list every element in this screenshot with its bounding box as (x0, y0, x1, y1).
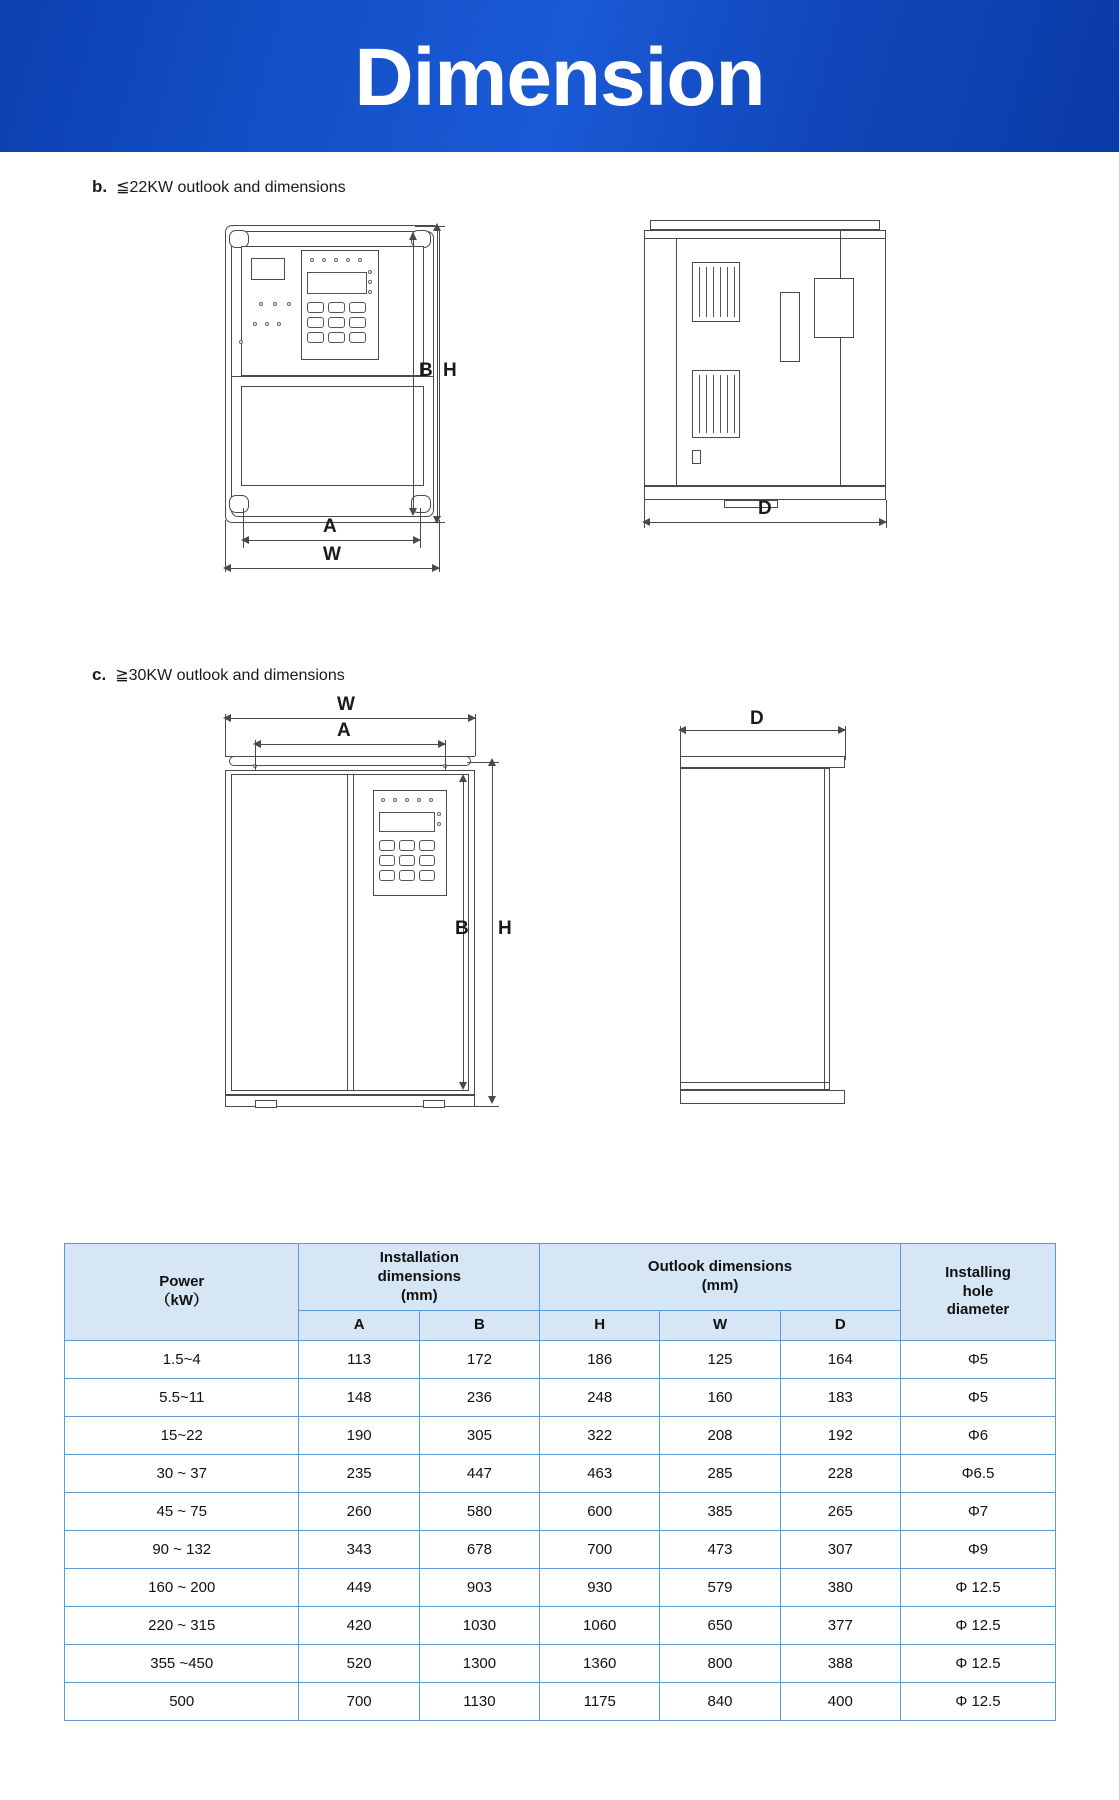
keypad-button[interactable] (379, 855, 395, 866)
dim-ext-D-right (845, 726, 846, 760)
mounting-ear-bottom-left (229, 495, 249, 513)
dim-line-A-horizontal (255, 744, 445, 745)
cell-h: 700 (540, 1531, 660, 1569)
side-body-top-line (644, 238, 886, 239)
section-caption-b (92, 177, 346, 197)
cell-hole: Φ5 (900, 1379, 1055, 1417)
keypad-button[interactable] (399, 840, 415, 851)
vent-slot (727, 267, 728, 317)
dim-arrow-B-top (459, 774, 467, 782)
dim-arrow-D-right (879, 518, 887, 526)
panel-screw (265, 322, 269, 326)
dim-ext-W-left (225, 714, 226, 756)
keypad-display (307, 272, 367, 294)
cell-w: 800 (660, 1645, 780, 1683)
keypad-button[interactable] (328, 332, 345, 343)
dim-line-B-vertical (413, 234, 414, 514)
table-row (65, 1417, 1056, 1455)
led-indicator (334, 258, 338, 262)
cell-d: 388 (780, 1645, 900, 1683)
cell-w: 125 (660, 1341, 780, 1379)
cell-h: 930 (540, 1569, 660, 1607)
table-header-installation-line1: Installation (379, 1249, 459, 1266)
table-row (65, 1607, 1056, 1645)
led-indicator (393, 798, 397, 802)
cell-power: 500 (65, 1683, 299, 1721)
panel-screw (277, 322, 281, 326)
cell-d: 307 (780, 1531, 900, 1569)
cell-a: 148 (299, 1379, 419, 1417)
dim-arrow-H-top (433, 223, 441, 231)
page-banner (0, 0, 1119, 152)
body-split-line (231, 376, 434, 377)
cell-power: 220 ~ 315 (65, 1607, 299, 1645)
keypad-button[interactable] (399, 855, 415, 866)
table-header-a: A (299, 1311, 419, 1341)
cell-h: 186 (540, 1341, 660, 1379)
dim-ext-D-left (680, 726, 681, 760)
cell-b: 172 (419, 1341, 539, 1379)
terminal-cover-area (241, 386, 424, 486)
table-header-d: D (780, 1311, 900, 1341)
table-row (65, 1645, 1056, 1683)
table-row (65, 1683, 1056, 1721)
keypad-button[interactable] (349, 332, 366, 343)
vent-slot (699, 267, 700, 317)
nameplate-window (251, 258, 285, 280)
keypad-button[interactable] (307, 302, 324, 313)
keypad-display (379, 812, 435, 832)
cell-b: 1130 (419, 1683, 539, 1721)
table-header-hole-diameter (900, 1244, 1055, 1341)
dim-arrow-W-right (432, 564, 440, 572)
dim-label-W: W (323, 544, 341, 565)
table-row (65, 1531, 1056, 1569)
cabinet-door-divider (347, 774, 348, 1091)
led-indicator-side (368, 280, 372, 284)
cell-h: 600 (540, 1493, 660, 1531)
dim-label-D: D (750, 708, 764, 729)
side-cabinet-base (680, 1090, 845, 1104)
table-header-hole-line1: Installing (945, 1263, 1011, 1281)
cell-b: 1300 (419, 1645, 539, 1683)
table-header-power (65, 1244, 299, 1341)
dim-label-A: A (337, 720, 351, 741)
led-indicator (405, 798, 409, 802)
cell-power: 15~22 (65, 1417, 299, 1455)
keypad-button[interactable] (349, 317, 366, 328)
dim-line-W-horizontal (225, 568, 439, 569)
keypad-button[interactable] (419, 840, 435, 851)
cell-w: 160 (660, 1379, 780, 1417)
cell-h: 1060 (540, 1607, 660, 1645)
table-header-installation (299, 1244, 540, 1311)
dim-line-D-horizontal (680, 730, 845, 731)
cell-hole: Φ5 (900, 1341, 1055, 1379)
keypad-button[interactable] (379, 870, 395, 881)
dim-ext-H-bottom (467, 1106, 499, 1107)
dim-label-W: W (337, 694, 355, 715)
cell-h: 1360 (540, 1645, 660, 1683)
cell-h: 322 (540, 1417, 660, 1455)
dim-label-D: D (758, 498, 772, 519)
dim-ext-H-top (415, 226, 445, 227)
cell-a: 520 (299, 1645, 419, 1683)
table-header-outlook (540, 1244, 901, 1311)
vent-slot (706, 375, 707, 433)
side-cabinet-bottom-line (680, 1082, 830, 1083)
cell-w: 473 (660, 1531, 780, 1569)
cell-b: 236 (419, 1379, 539, 1417)
table-header-h: H (540, 1311, 660, 1341)
keypad-button[interactable] (399, 870, 415, 881)
dim-arrow-B-bottom (409, 508, 417, 516)
cell-a: 113 (299, 1341, 419, 1379)
cell-w: 385 (660, 1493, 780, 1531)
keypad-button[interactable] (419, 855, 435, 866)
dimension-table (64, 1243, 1056, 1721)
section-marker-b: b. (92, 177, 108, 196)
side-top-cap (650, 220, 880, 230)
cell-d: 228 (780, 1455, 900, 1493)
led-indicator (358, 258, 362, 262)
cell-b: 447 (419, 1455, 539, 1493)
dim-label-B: B (419, 360, 433, 381)
table-header-outlook-line1: Outlook dimensions (647, 1258, 793, 1276)
dim-line-H-vertical (437, 226, 438, 522)
table-header-installation-line2: dimensions (377, 1267, 461, 1285)
dim-arrow-A-left (241, 536, 249, 544)
side-cabinet-back-edge (824, 768, 825, 1090)
cell-b: 580 (419, 1493, 539, 1531)
dim-line-H-vertical (492, 762, 493, 1102)
dim-ext-H-top (467, 762, 499, 763)
table-header-power-line1: Power (159, 1273, 205, 1291)
cell-d: 377 (780, 1607, 900, 1645)
dim-line-A-horizontal (243, 540, 420, 541)
keypad-button[interactable] (328, 302, 345, 313)
keypad-button[interactable] (307, 332, 324, 343)
side-top-flange (680, 756, 845, 768)
table-header-installation-line3: (mm) (400, 1286, 438, 1304)
side-connector-mark (692, 450, 701, 464)
cell-w: 650 (660, 1607, 780, 1645)
dim-label-H: H (498, 918, 512, 939)
vent-slot (734, 375, 735, 433)
keypad-button[interactable] (328, 317, 345, 328)
cell-a: 449 (299, 1569, 419, 1607)
table-header-hole-line2: hole (962, 1282, 994, 1300)
cell-hole: Φ 12.5 (900, 1645, 1055, 1683)
dim-arrow-H-bottom (488, 1096, 496, 1104)
page-title: Dimension (354, 32, 765, 123)
table-row (65, 1569, 1056, 1607)
led-indicator-side (368, 270, 372, 274)
cell-a: 700 (299, 1683, 419, 1721)
table-row (65, 1493, 1056, 1531)
panel-screw (239, 340, 243, 344)
dim-arrow-B-top (409, 232, 417, 240)
cell-hole: Φ9 (900, 1531, 1055, 1569)
cell-b: 903 (419, 1569, 539, 1607)
cell-w: 285 (660, 1455, 780, 1493)
dim-arrow-D-left (642, 518, 650, 526)
keypad-button[interactable] (419, 870, 435, 881)
led-indicator (429, 798, 433, 802)
table-header-power-line2: （kW） (155, 1292, 208, 1309)
vent-slot (727, 375, 728, 433)
cell-d: 265 (780, 1493, 900, 1531)
top-flange-bar (229, 756, 471, 766)
drawing-22kw-side-view (640, 220, 910, 560)
led-indicator-side (437, 812, 441, 816)
table-header-row-1 (65, 1244, 1056, 1311)
side-body-outline (644, 230, 886, 486)
dim-arrow-B-bottom (459, 1082, 467, 1090)
cell-h: 1175 (540, 1683, 660, 1721)
table-row (65, 1379, 1056, 1417)
cell-b: 1030 (419, 1607, 539, 1645)
cell-power: 5.5~11 (65, 1379, 299, 1417)
led-indicator-side (368, 290, 372, 294)
table-header-hole-line3: diameter (946, 1301, 1010, 1319)
panel-screw (273, 302, 277, 306)
cell-b: 678 (419, 1531, 539, 1569)
vent-slot (713, 267, 714, 317)
keypad-button[interactable] (379, 840, 395, 851)
cabinet-foot-right (423, 1100, 445, 1108)
panel-screw (259, 302, 263, 306)
dim-ext-W-right (475, 714, 476, 756)
dim-label-B: B (455, 918, 469, 939)
cell-d: 183 (780, 1379, 900, 1417)
cell-d: 400 (780, 1683, 900, 1721)
cabinet-foot-left (255, 1100, 277, 1108)
led-indicator (346, 258, 350, 262)
cell-h: 248 (540, 1379, 660, 1417)
table-header-b: B (419, 1311, 539, 1341)
cell-power: 160 ~ 200 (65, 1569, 299, 1607)
vent-slot (706, 267, 707, 317)
table-header-w: W (660, 1311, 780, 1341)
drawing-30kw-side-view (660, 700, 920, 1180)
led-indicator (417, 798, 421, 802)
dimension-table-container (64, 1243, 1056, 1721)
vent-slot (734, 267, 735, 317)
cell-a: 235 (299, 1455, 419, 1493)
section-caption-c (92, 665, 345, 685)
cell-power: 355 ~450 (65, 1645, 299, 1683)
cell-hole: Φ6 (900, 1417, 1055, 1455)
led-indicator-side (437, 822, 441, 826)
dimension-table-body (65, 1341, 1056, 1721)
led-indicator (322, 258, 326, 262)
cabinet-door-divider-2 (353, 774, 354, 1091)
section-text-b: ≦22KW outlook and dimensions (116, 179, 346, 196)
side-cabinet-outline (680, 768, 830, 1090)
cell-hole: Φ 12.5 (900, 1607, 1055, 1645)
keypad-button[interactable] (307, 317, 324, 328)
section-marker-c: c. (92, 665, 107, 684)
cell-d: 192 (780, 1417, 900, 1455)
cell-power: 1.5~4 (65, 1341, 299, 1379)
drawing-30kw-front-view (215, 694, 575, 1180)
cell-hole: Φ7 (900, 1493, 1055, 1531)
vent-slot (720, 267, 721, 317)
cell-d: 380 (780, 1569, 900, 1607)
dim-arrow-W-left (223, 564, 231, 572)
vent-slot (699, 375, 700, 433)
dim-line-D-horizontal (644, 522, 886, 523)
dim-arrow-A-right (413, 536, 421, 544)
dim-label-H: H (443, 360, 457, 381)
cell-d: 164 (780, 1341, 900, 1379)
cell-power: 30 ~ 37 (65, 1455, 299, 1493)
cell-power: 45 ~ 75 (65, 1493, 299, 1531)
table-row (65, 1455, 1056, 1493)
vent-slot (713, 375, 714, 433)
panel-screw (287, 302, 291, 306)
led-indicator (310, 258, 314, 262)
side-panel-label (814, 278, 854, 338)
cell-a: 343 (299, 1531, 419, 1569)
cell-b: 305 (419, 1417, 539, 1455)
cell-a: 260 (299, 1493, 419, 1531)
led-indicator (381, 798, 385, 802)
keypad-button[interactable] (349, 302, 366, 313)
cell-w: 840 (660, 1683, 780, 1721)
side-body-edge-line (676, 238, 677, 486)
cell-a: 420 (299, 1607, 419, 1645)
panel-screw (253, 322, 257, 326)
cell-hole: Φ6.5 (900, 1455, 1055, 1493)
drawing-22kw-front-view (215, 220, 475, 600)
section-text-c: ≧30KW outlook and dimensions (115, 667, 345, 684)
dim-line-W-horizontal (225, 718, 475, 719)
dim-label-A: A (323, 516, 337, 537)
cell-h: 463 (540, 1455, 660, 1493)
cell-hole: Φ 12.5 (900, 1683, 1055, 1721)
cell-a: 190 (299, 1417, 419, 1455)
side-panel-narrow (780, 292, 800, 362)
cell-power: 90 ~ 132 (65, 1531, 299, 1569)
cell-w: 208 (660, 1417, 780, 1455)
side-body-divider (840, 230, 841, 486)
table-header-outlook-line2: (mm) (701, 1277, 739, 1295)
cell-w: 579 (660, 1569, 780, 1607)
vent-slot (720, 375, 721, 433)
cell-hole: Φ 12.5 (900, 1569, 1055, 1607)
table-row (65, 1341, 1056, 1379)
